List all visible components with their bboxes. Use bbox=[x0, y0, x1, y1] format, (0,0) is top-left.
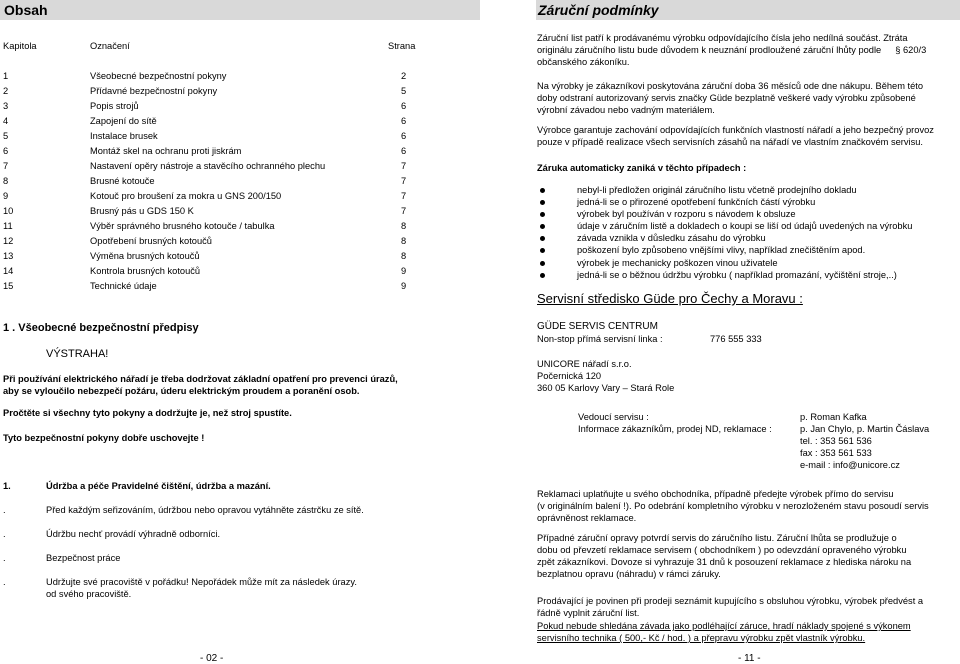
list-item: Před každým seřizováním, údržbou nebo opravou vytáhněte zástrčku ze sítě. bbox=[46, 505, 364, 515]
service-center-title: Servisní středisko Güde pro Čechy a Moravu : bbox=[537, 291, 803, 306]
text-line: servisního technika ( 500,- Kč / hod. ) a přepravu výrobku zpět vlastník výrobku. bbox=[537, 633, 866, 643]
toc-page-number: 9 bbox=[401, 281, 407, 291]
toc-chapter-number: 2 bbox=[3, 86, 9, 96]
maintenance-number: 1. bbox=[3, 481, 11, 491]
list-item: závada vznikla v důsledku zásahu do výrobku bbox=[537, 232, 957, 244]
toc-header-chapter: Kapitola bbox=[3, 41, 37, 51]
contact-phone: tel. : 353 561 536 bbox=[800, 436, 872, 446]
text-line: Na výrobky je zákazníkovi poskytována záruční doba 36 měsíců ode dne nákupu. Během této bbox=[537, 81, 924, 91]
toc-page-number: 6 bbox=[401, 146, 407, 156]
toc-row bbox=[0, 281, 420, 296]
toc-chapter-title: Kontrola brusných kotoučů bbox=[90, 266, 201, 276]
list-item: výrobek byl používán v rozporu s návodem k obsluze bbox=[537, 208, 957, 220]
toc-page-number: 6 bbox=[401, 101, 407, 111]
toc-row bbox=[0, 221, 420, 236]
toc-page-number: 7 bbox=[401, 176, 407, 186]
list-item: výrobek je mechanicky poškozen vinou uživatele bbox=[537, 257, 957, 269]
list-item: údaje v záručním listě a dokladech o koupi se liší od údajů uvedených na výrobku bbox=[537, 220, 957, 232]
toc-row bbox=[0, 176, 420, 191]
text-line: Pokud nebude shledána závada jako podléhající záruce, hradí náklady spojené s výkonem bbox=[537, 621, 911, 631]
contact-value: p. Jan Chylo, p. Martin Čáslava bbox=[800, 424, 930, 434]
toc-chapter-title: Kotouč pro broušení za mokra u GNS 200/150 bbox=[90, 191, 282, 201]
read-all-instructions: Pročtěte si všechny tyto pokyny a dodržujte je, než stroj spustíte. bbox=[3, 408, 292, 418]
toc-header bbox=[0, 41, 420, 56]
toc-chapter-title: Technické údaje bbox=[90, 281, 157, 291]
warning-text-line-1: Při používání elektrického nářadí je třeba dodržovat základní opatření pro prevenci úrazů, bbox=[3, 374, 398, 384]
toc-row bbox=[0, 251, 420, 266]
complaint-paragraph bbox=[537, 488, 929, 524]
keep-instructions: Tyto bezpečnostní pokyny dobře uschovejte ! bbox=[3, 433, 205, 443]
text-line: Záruční list patří k prodávanému výrobku odpovídajícího čísla jeho nedílná součást. Ztráta bbox=[537, 33, 908, 43]
toc-header-page: Strana bbox=[388, 41, 416, 51]
toc-page-number: 8 bbox=[401, 236, 407, 246]
text-line: zpět zákazníkovi. Dovoze si vyhrazuje 31 dnů k posouzení reklamace z hlediska nároku na bbox=[537, 557, 912, 567]
seller-paragraph bbox=[537, 595, 923, 619]
warranty-paragraph-3 bbox=[537, 124, 934, 148]
repair-paragraph bbox=[537, 532, 911, 580]
toc-row bbox=[0, 161, 420, 176]
law-reference: § 620/3 bbox=[895, 45, 927, 55]
list-item-marker: . bbox=[3, 577, 6, 587]
warranty-paragraph-1 bbox=[537, 32, 926, 68]
hotline-number: 776 555 333 bbox=[710, 334, 762, 344]
text-line: výrobní závadou nebo vadným materiálem. bbox=[537, 105, 715, 115]
text-line: řádně vyplnit záruční list. bbox=[537, 608, 640, 618]
toc-row bbox=[0, 101, 420, 116]
text-segment: originálu záručního listu bude důvodem k neuznání prodloužené záruční lhůty podle bbox=[537, 45, 882, 55]
left-page-header: Obsah bbox=[0, 0, 480, 20]
service-center-name: GÜDE SERVIS CENTRUM bbox=[537, 321, 658, 332]
address-line: 360 05 Karlovy Vary – Stará Role bbox=[537, 383, 675, 393]
text-line: doby odstraní autorizovaný servis značky Güde bezplatně veškeré vady výrobku způsobené bbox=[537, 93, 916, 103]
toc-chapter-title: Opotřebení brusných kotoučů bbox=[90, 236, 212, 246]
toc-chapter-number: 10 bbox=[3, 206, 14, 216]
warranty-void-list bbox=[537, 184, 957, 281]
toc-chapter-number: 4 bbox=[3, 116, 9, 126]
toc-chapter-number: 14 bbox=[3, 266, 14, 276]
text-line: (v originálním balení !). Po odebrání kompletního výrobku v nerozloženém stavu posoudí servis bbox=[537, 501, 929, 511]
list-item-marker: . bbox=[3, 505, 6, 515]
text-line: bezplatnou opravu (náhradu) v rámci záruky. bbox=[537, 569, 721, 579]
toc-chapter-title: Nastavení opěry nástroje a stavěcího ochranného plechu bbox=[90, 161, 326, 171]
toc-page-number: 6 bbox=[401, 131, 407, 141]
toc-chapter-number: 15 bbox=[3, 281, 14, 291]
list-item: Bezpečnost práce bbox=[46, 553, 121, 563]
contact-email: e-mail : info@unicore.cz bbox=[800, 460, 900, 470]
list-item: jedná-li se o běžnou údržbu výrobku ( například promazání, vyčištění stroje,..) bbox=[537, 269, 957, 281]
text-line bbox=[537, 44, 926, 56]
toc-chapter-number: 9 bbox=[3, 191, 9, 201]
toc-chapter-number: 13 bbox=[3, 251, 14, 261]
toc-page-number: 8 bbox=[401, 221, 407, 231]
toc-chapter-number: 5 bbox=[3, 131, 9, 141]
toc-chapter-number: 8 bbox=[3, 176, 9, 186]
non-warranty-paragraph bbox=[537, 620, 911, 644]
service-address bbox=[537, 358, 674, 394]
list-item: Udržujte své pracoviště v pořádku! Nepořádek může mít za následek úrazy. bbox=[46, 577, 357, 587]
toc-chapter-title: Brusné kotouče bbox=[90, 176, 155, 186]
text-line: pouze v případě realizace všech servisních zásahů na nářadí ve vlastním značkovém servisu. bbox=[537, 137, 924, 147]
toc-chapter-title: Přídavné bezpečnostní pokyny bbox=[90, 86, 218, 96]
list-item: poškození bylo způsobeno vnějšími vlivy, například znečištěním apod. bbox=[537, 244, 957, 256]
toc-chapter-number: 1 bbox=[3, 71, 9, 81]
text-line: občanského zákoníku. bbox=[537, 57, 630, 67]
text-line: Reklamaci uplatňujte u svého obchodníka, případně předejte výrobek přímo do servisu bbox=[537, 489, 894, 499]
page-number: - 11 - bbox=[738, 653, 761, 664]
text-line: dobu od převzetí reklamace servisem ( obchodníkem ) po odevzdání opraveného výrobku bbox=[537, 545, 907, 555]
page-number: - 02 - bbox=[200, 653, 224, 664]
contact-label: Vedoucí servisu : bbox=[578, 412, 649, 422]
toc-row bbox=[0, 116, 420, 131]
right-page-header: Záruční podmínky bbox=[536, 0, 960, 20]
toc-row bbox=[0, 86, 420, 101]
list-item-marker: . bbox=[3, 529, 6, 539]
toc-chapter-title: Popis strojů bbox=[90, 101, 139, 111]
toc-chapter-number: 7 bbox=[3, 161, 9, 171]
toc-page-number: 6 bbox=[401, 116, 407, 126]
toc-chapter-number: 6 bbox=[3, 146, 9, 156]
contact-fax: fax : 353 561 533 bbox=[800, 448, 872, 458]
list-item-continuation: od svého pracoviště. bbox=[46, 589, 132, 599]
warranty-paragraph-2 bbox=[537, 80, 923, 116]
list-item-marker: . bbox=[3, 553, 6, 563]
text-line: Prodávající je povinen při prodeji seznámit kupujícího s obsluhou výrobku, výrobek předvést a bbox=[537, 596, 924, 606]
toc-header-title: Označení bbox=[90, 41, 130, 51]
toc-chapter-number: 11 bbox=[3, 221, 13, 231]
toc-row bbox=[0, 71, 420, 86]
hotline-label: Non-stop přímá servisní linka : bbox=[537, 334, 663, 344]
toc-page-number: 7 bbox=[401, 191, 407, 201]
list-item: Údržbu nechť provádí výhradně odborníci. bbox=[46, 529, 221, 539]
toc-row bbox=[0, 206, 420, 221]
warning-text-line-2: aby se vyloučilo nebezpečí požáru, úderu elektrickým proudem a poranění osob. bbox=[3, 386, 360, 396]
toc-page-number: 2 bbox=[401, 71, 407, 81]
warning-label: VÝSTRAHA! bbox=[46, 348, 109, 360]
toc-row bbox=[0, 266, 420, 281]
toc-chapter-number: 12 bbox=[3, 236, 14, 246]
toc-page-number: 7 bbox=[401, 206, 407, 216]
warranty-void-title: Záruka automaticky zaniká v těchto případech : bbox=[537, 163, 747, 173]
text-line: Výrobce garantuje zachování odpovídajících funkčních vlastností nářadí a jeho bezpečný provoz bbox=[537, 125, 934, 135]
toc-chapter-number: 3 bbox=[3, 101, 9, 111]
toc-chapter-title: Zapojení do sítě bbox=[90, 116, 157, 126]
toc-chapter-title: Všeobecné bezpečnostní pokyny bbox=[90, 71, 227, 81]
toc-chapter-title: Instalace brusek bbox=[90, 131, 158, 141]
section-title: 1 . Všeobecné bezpečnostní předpisy bbox=[3, 322, 199, 334]
address-line: UNICORE nářadí s.r.o. bbox=[537, 359, 632, 369]
toc-page-number: 7 bbox=[401, 161, 407, 171]
toc-row bbox=[0, 191, 420, 206]
toc-row bbox=[0, 131, 420, 146]
toc-row bbox=[0, 236, 420, 251]
text-line: Případné záruční opravy potvrdí servis do záručního listu. Záruční lhůta se prodlužuje o bbox=[537, 533, 897, 543]
toc-chapter-title: Brusný pás u GDS 150 K bbox=[90, 206, 194, 216]
toc-page-number: 5 bbox=[401, 86, 407, 96]
address-line: Počernická 120 bbox=[537, 371, 602, 381]
contact-label: Informace zákazníkům, prodej ND, reklamace : bbox=[578, 424, 772, 434]
contact-value: p. Roman Kafka bbox=[800, 412, 867, 422]
text-line: oprávněnost reklamace. bbox=[537, 513, 637, 523]
toc-chapter-title: Výměna brusných kotoučů bbox=[90, 251, 200, 261]
toc-row bbox=[0, 146, 420, 161]
toc-chapter-title: Výběr správného brusného kotouče / tabulka bbox=[90, 221, 275, 231]
toc-page-number: 8 bbox=[401, 251, 407, 261]
toc-page-number: 9 bbox=[401, 266, 407, 276]
list-item: nebyl-li předložen originál záručního listu včetně prodejního dokladu bbox=[537, 184, 957, 196]
toc-chapter-title: Montáž skel na ochranu proti jiskrám bbox=[90, 146, 242, 156]
maintenance-title: Údržba a péče Pravidelné čištění, údržba a mazání. bbox=[46, 481, 271, 491]
list-item: jedná-li se o přirozené opotřebení funkčních částí výrobku bbox=[537, 196, 957, 208]
